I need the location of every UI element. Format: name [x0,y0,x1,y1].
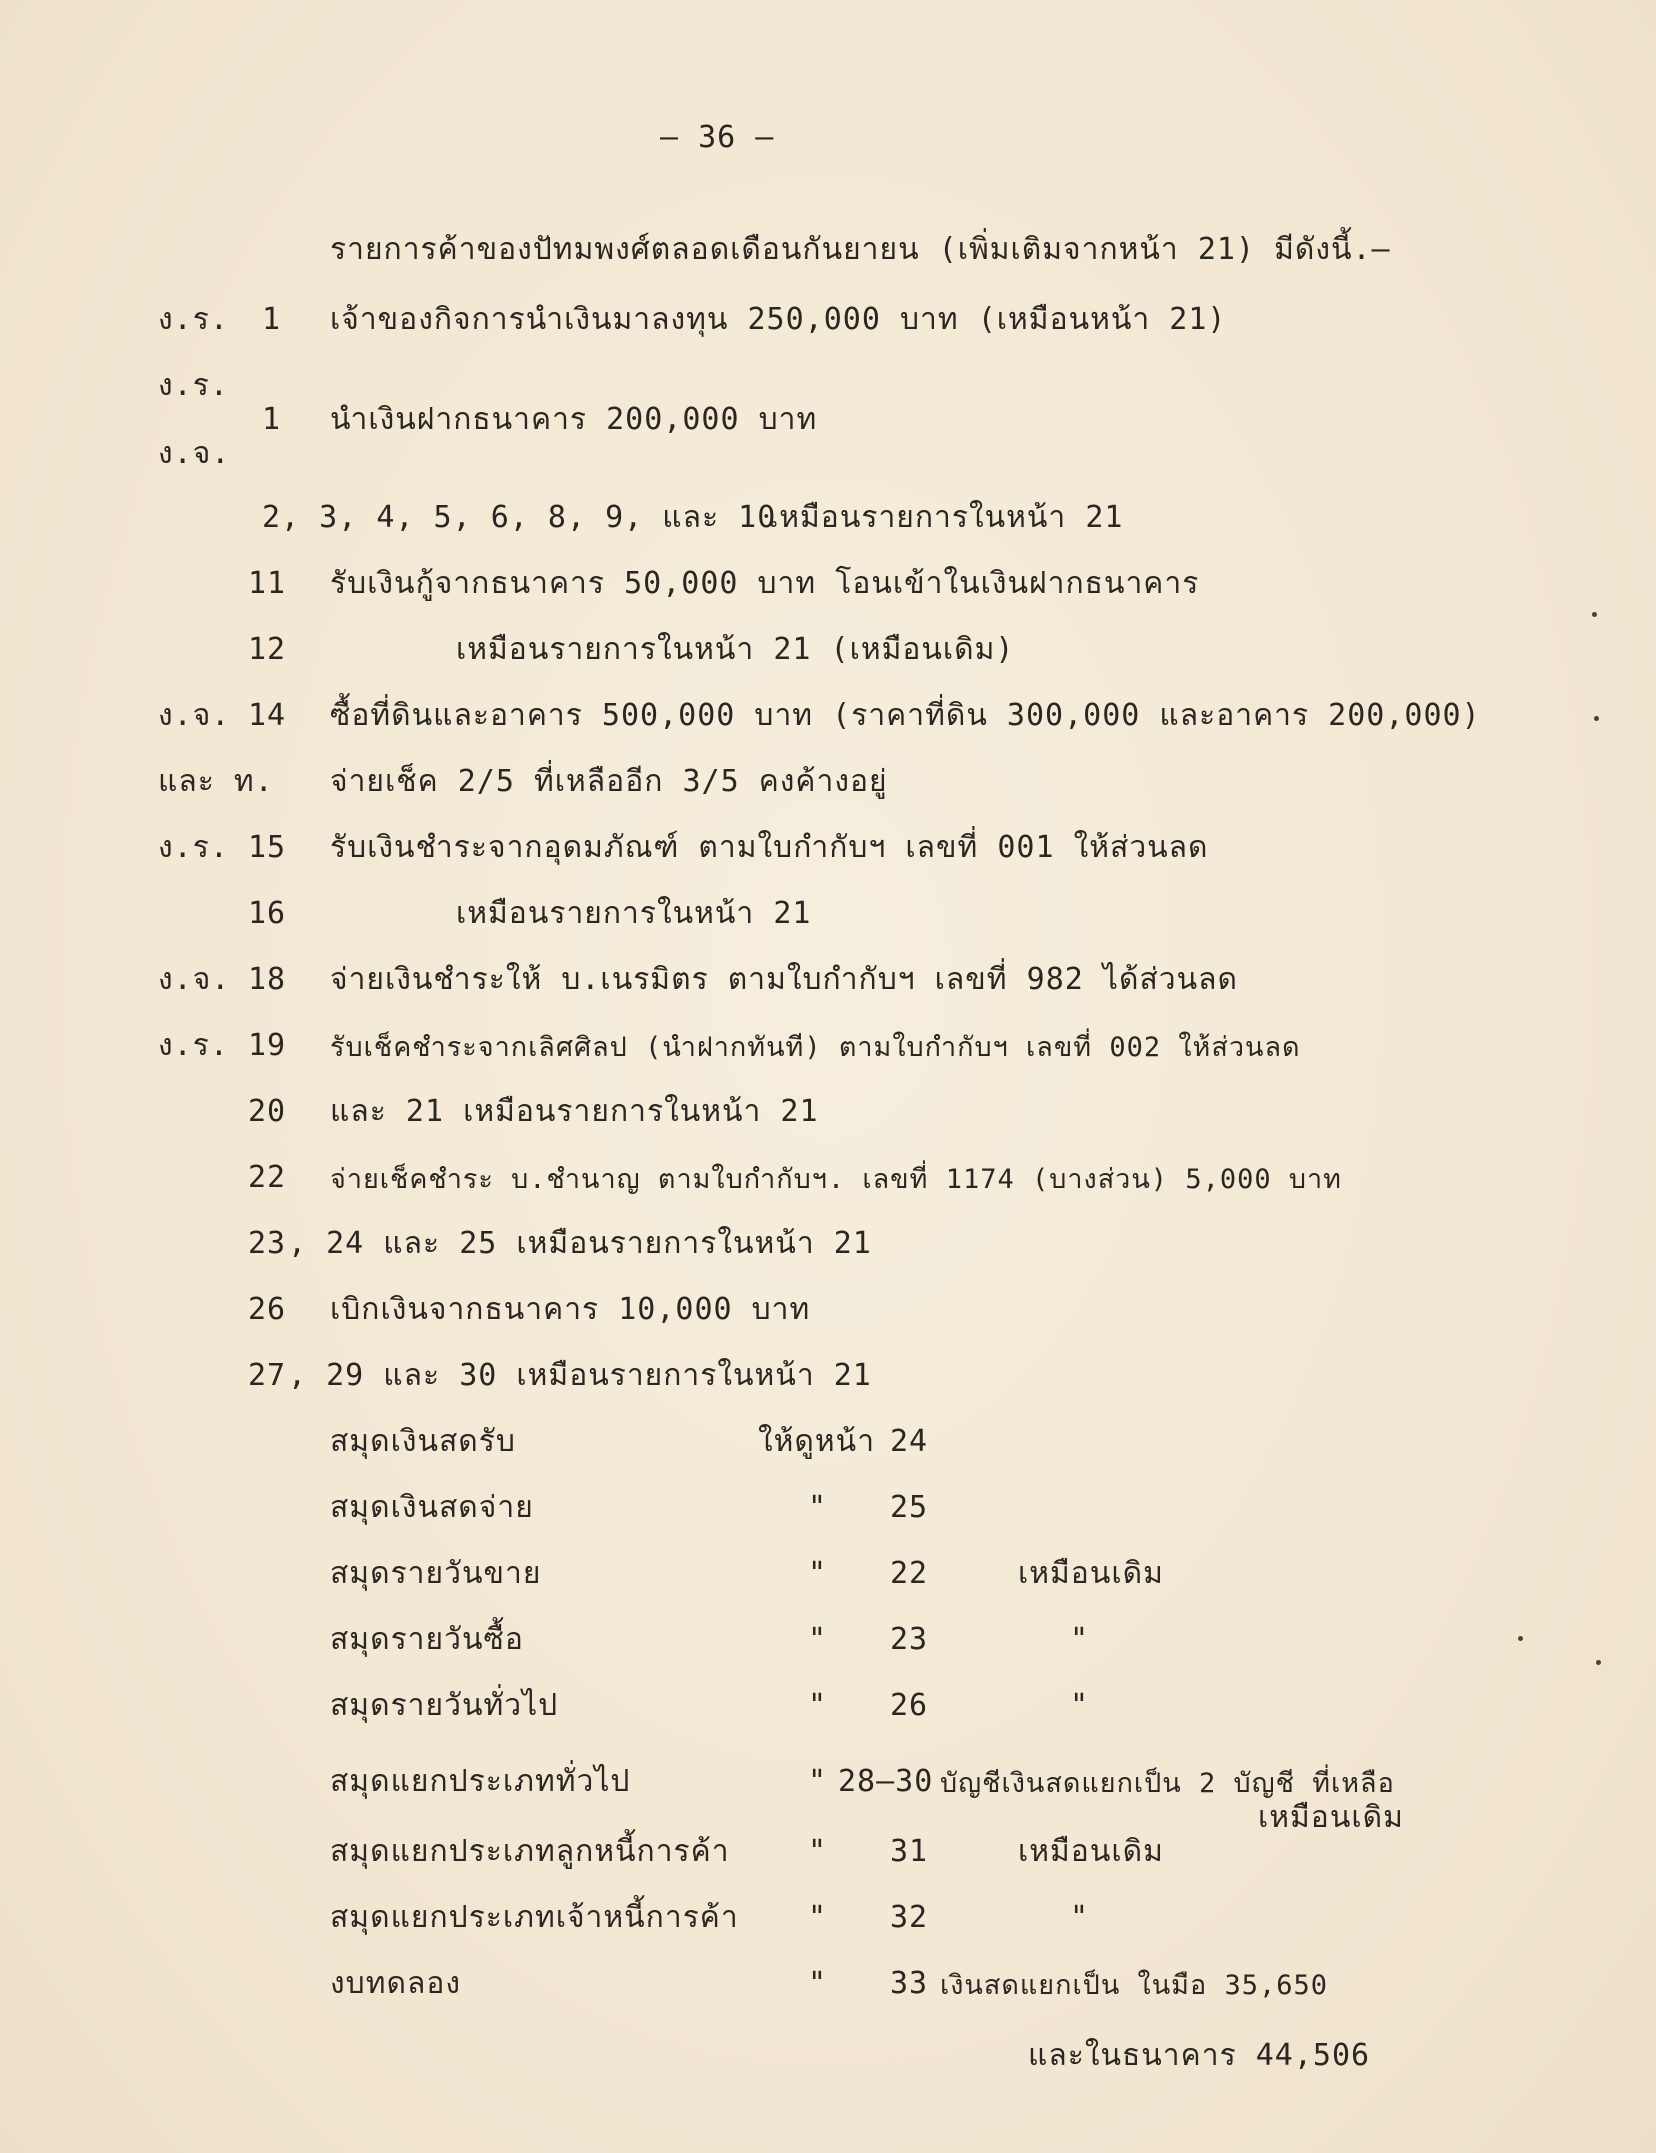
entry-number: 14 [248,698,287,733]
entry-code: ง.ร. [158,302,229,337]
book-ref: " [808,1834,828,1869]
entry-code: ง.ร. [158,1028,229,1063]
entry-text: รับเช็คชำระจากเลิศศิลป (นำฝากทันที) ตามใบกำกับฯ เลขที่ 002 ให้ส่วนลด [330,1032,1301,1063]
intro-line: รายการค้าของปัทมพงศ์ตลอดเดือนกันยายน (เพิ่มเติมจากหน้า 21) มีดังนี้.– [330,232,1391,267]
book-ref: " [808,1966,828,2001]
entry-text: , 29 และ 30 เหมือนรายการในหน้า 21 [288,1358,872,1393]
book-ref: " [808,1900,828,1935]
book-page: 24 [890,1424,929,1459]
book-name: งบทดลอง [330,1966,461,2001]
entry-code: ง.จ. [158,962,231,997]
entry-text: จ่ายเช็ค 2/5 ที่เหลืออีก 3/5 คงค้างอยู่ [330,764,888,799]
book-name: สมุดเงินสดรับ [330,1424,516,1459]
entry-number: 11 [248,566,287,601]
book-name: สมุดแยกประเภทลูกหนี้การค้า [330,1834,730,1869]
entry-number: 15 [248,830,287,865]
book-note: " [1070,1622,1090,1657]
entry-number: 12 [248,632,287,667]
entry-code: ง.ร. [158,830,229,865]
book-ref: ให้ดูหน้า [758,1424,876,1459]
entry-text: จ่ายเช็คชำระ บ.ชำนาญ ตามใบกำกับฯ. เลขที่ 1174 (บางส่วน) 5,000 บาท [330,1164,1342,1195]
entry-text: ซื้อที่ดินและอาคาร 500,000 บาท (ราคาที่ดิน 300,000 และอาคาร 200,000) [330,698,1481,733]
book-note: เงินสดแยกเป็น ในมือ 35,650 [940,1970,1328,2001]
entry-number: 23 [248,1226,287,1261]
entry-number: 22 [248,1160,287,1195]
book-name: สมุดรายวันซื้อ [330,1622,524,1657]
entry-code: และ ท. [158,764,274,799]
page-number: – 36 – [660,120,775,155]
book-page: 26 [890,1688,929,1723]
entry-text: นำเงินฝากธนาคาร 200,000 บาท [330,402,818,437]
entry-code-top: ง.ร. [158,368,229,403]
entry-number: 19 [248,1028,287,1063]
final-line: และในธนาคาร 44,506 [1028,2038,1371,2073]
book-ref: " [808,1556,828,1591]
book-ref: " [808,1764,828,1799]
entry-text: เบิกเงินจากธนาคาร 10,000 บาท [330,1292,811,1327]
entry-text: , 24 และ 25 เหมือนรายการในหน้า 21 [288,1226,872,1261]
entry-text: เหมือนรายการในหน้า 21 [768,500,1124,535]
entry-text: รับเงินชำระจากอุดมภัณฑ์ ตามใบกำกับฯ เลขที่ 001 ให้ส่วนลด [330,830,1209,865]
entry-number: 27 [248,1358,287,1393]
entry-number: 26 [248,1292,287,1327]
book-note: เหมือนเดิม [1018,1834,1164,1869]
entry-text: และ 21 เหมือนรายการในหน้า 21 [330,1094,819,1129]
entry-code: ง.จ. [158,698,231,733]
book-page: 25 [890,1490,929,1525]
entry-number: 18 [248,962,287,997]
entry-number: 16 [248,896,287,931]
speck [1596,1660,1601,1665]
book-page: 23 [890,1622,929,1657]
entry-text: รับเงินกู้จากธนาคาร 50,000 บาท โอนเข้าในเงินฝากธนาคาร [330,566,1200,601]
book-note-continuation: เหมือนเดิม [1258,1800,1404,1835]
speck [1594,716,1599,721]
book-note: บัญชีเงินสดแยกเป็น 2 บัญชี ที่เหลือ [940,1768,1395,1799]
entry-text: จ่ายเงินชำระให้ บ.เนรมิตร ตามใบกำกับฯ เลขที่ 982 ได้ส่วนลด [330,962,1238,997]
book-name: สมุดเงินสดจ่าย [330,1490,534,1525]
entry-code-bottom: ง.จ. [158,436,231,471]
book-ref: " [808,1490,828,1525]
speck [1592,612,1597,617]
book-ref: " [808,1688,828,1723]
entry-number: 2, 3, 4, 5, 6, 8, 9, และ 10 [262,500,777,535]
book-note: " [1070,1900,1090,1935]
book-page: 33 [890,1966,929,2001]
entry-number: 20 [248,1094,287,1129]
entry-number: 1 [262,402,282,437]
entry-text: เหมือนรายการในหน้า 21 [456,896,812,931]
book-note: " [1070,1688,1090,1723]
entry-text: เจ้าของกิจการนำเงินมาลงทุน 250,000 บาท (เหมือนหน้า 21) [330,302,1227,337]
book-ref: " [808,1622,828,1657]
book-page: 28–30 [838,1764,934,1799]
book-name: สมุดแยกประเภททั่วไป [330,1764,631,1799]
book-page: 22 [890,1556,929,1591]
book-name: สมุดรายวันขาย [330,1556,542,1591]
entry-number: 1 [262,302,282,337]
book-page: 32 [890,1900,929,1935]
speck [1518,1636,1523,1641]
book-name: สมุดแยกประเภทเจ้าหนี้การค้า [330,1900,739,1935]
entry-text: เหมือนรายการในหน้า 21 (เหมือนเดิม) [456,632,1015,667]
book-note: เหมือนเดิม [1018,1556,1164,1591]
book-name: สมุดรายวันทั่วไป [330,1688,559,1723]
book-page: 31 [890,1834,929,1869]
